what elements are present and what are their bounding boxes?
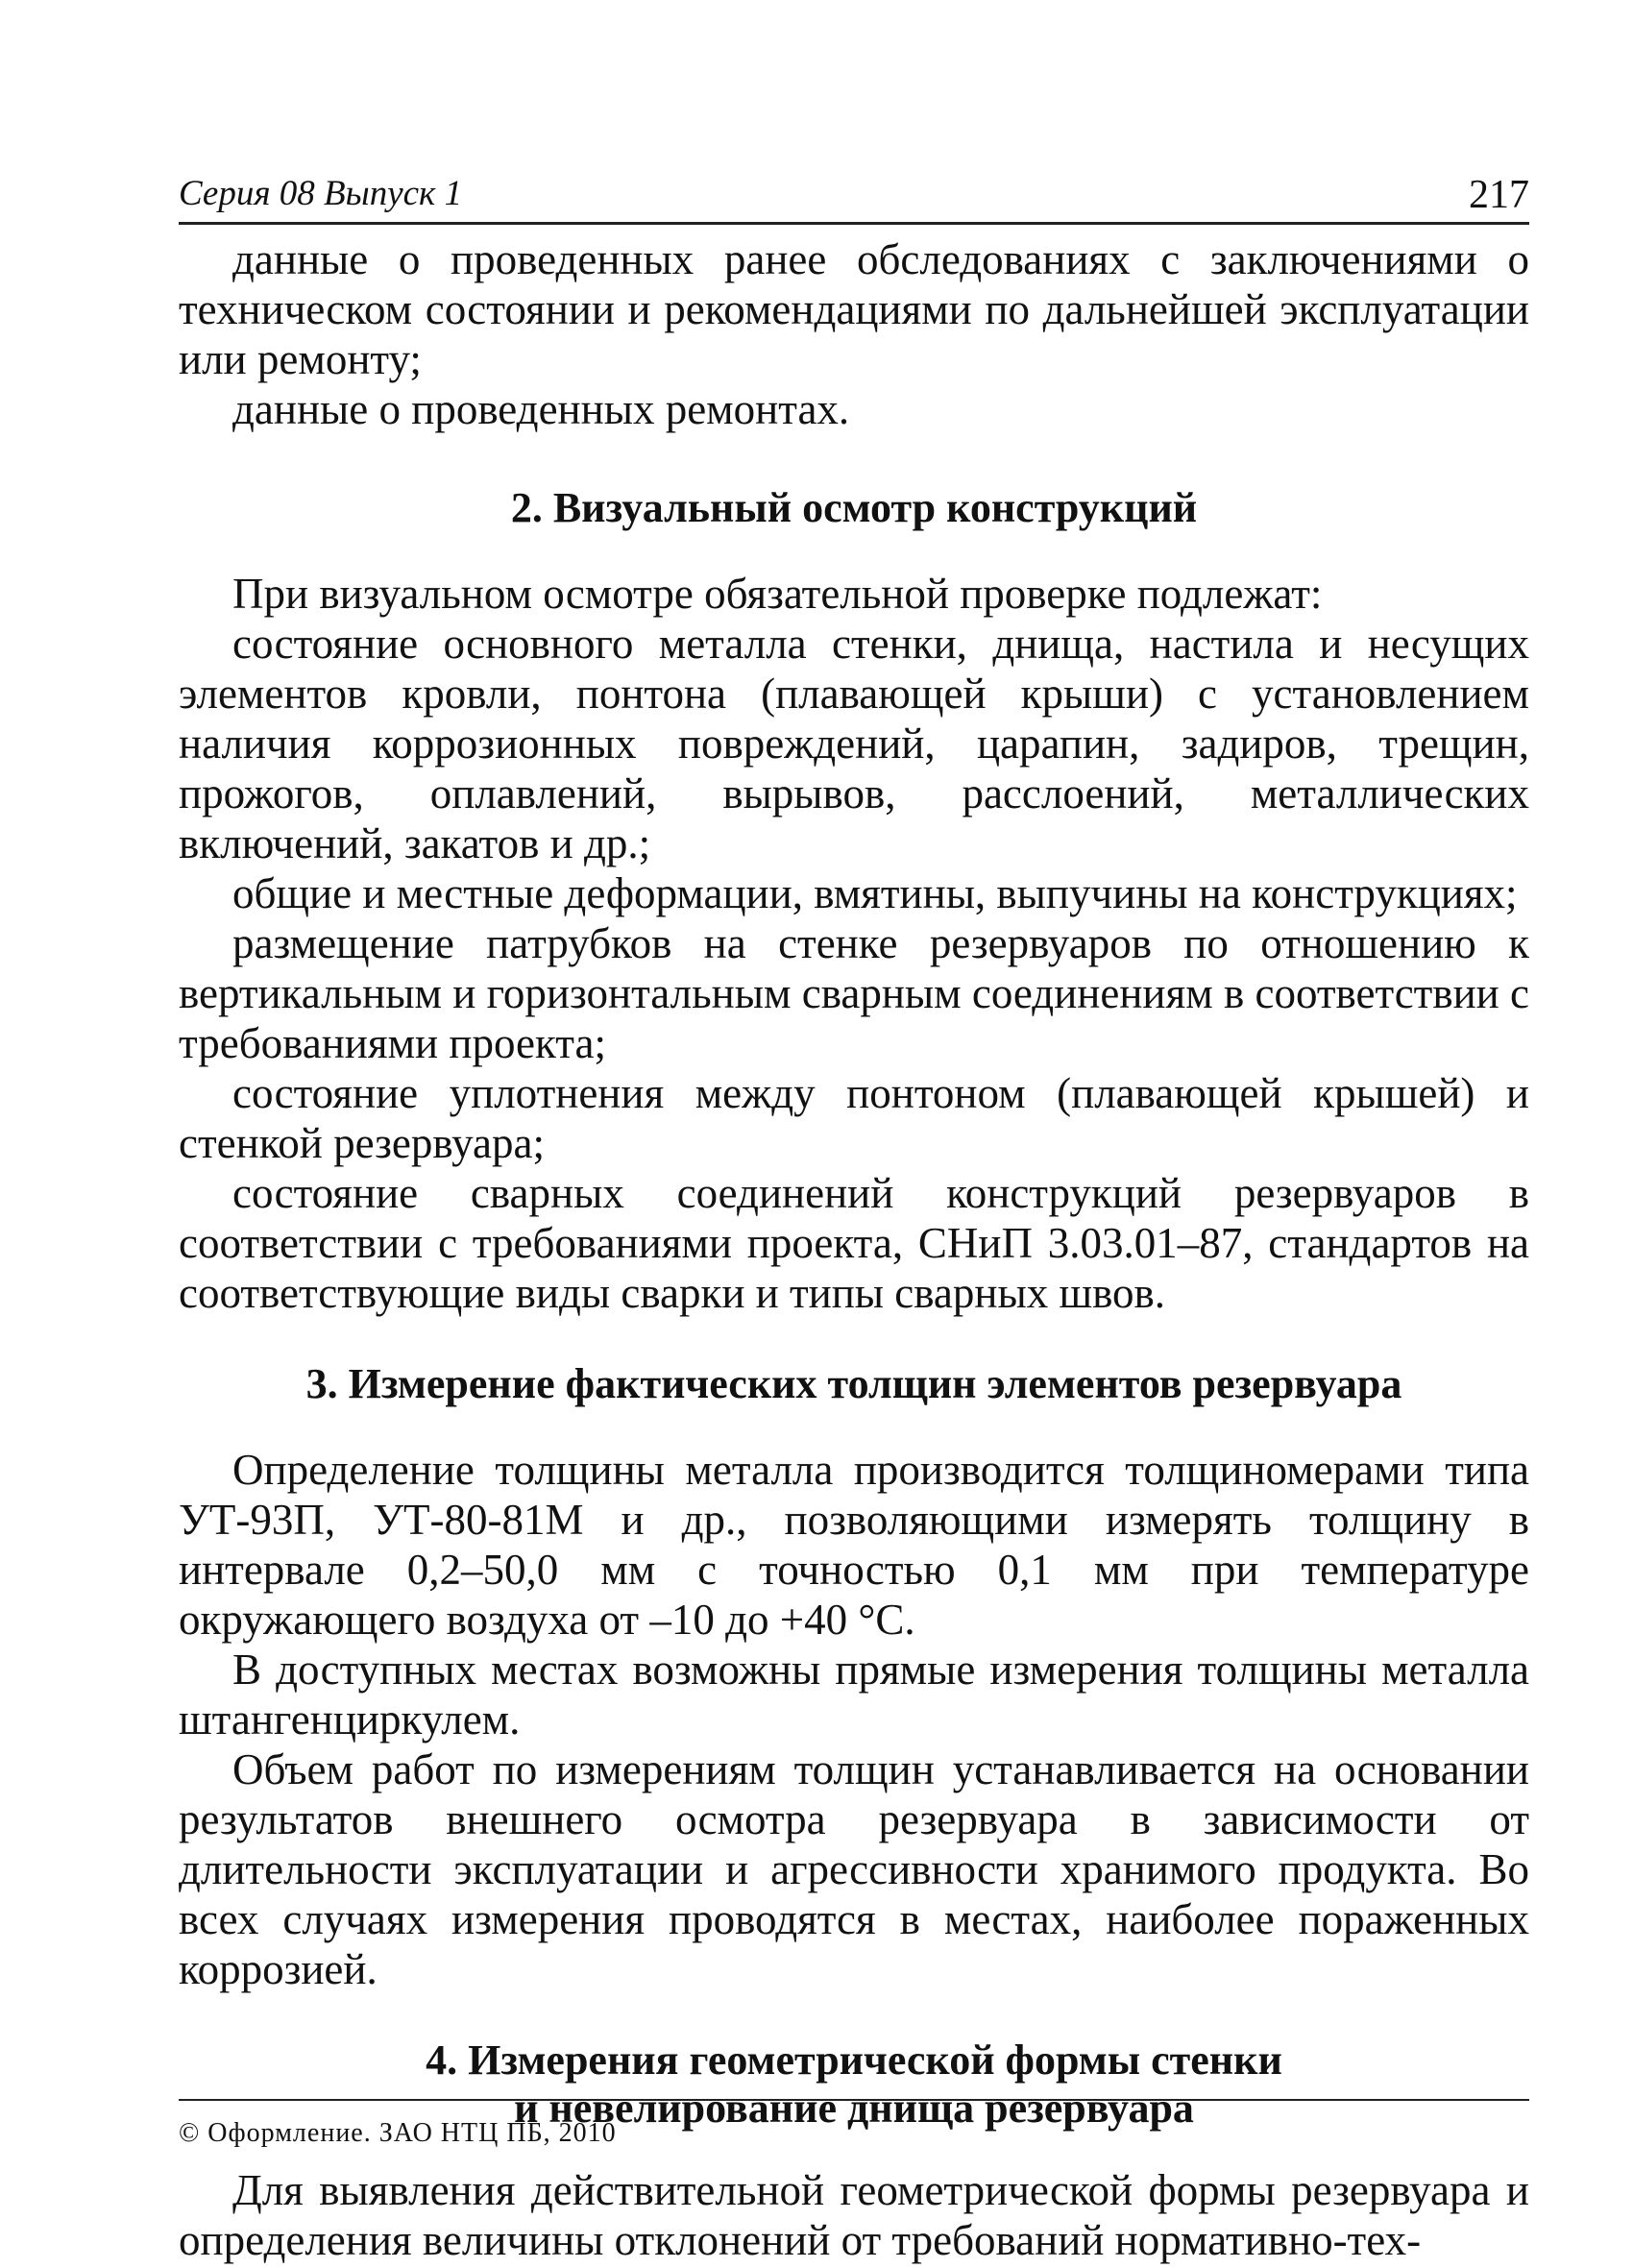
paragraph: размещение патрубков на стенке резервуаров по отношению к вертикальным и горизонтальным сварным соединениям в соответствии с требованиями проекта; <box>179 919 1529 1067</box>
section-heading: 2. Визуальный осмотр конструкций <box>510 484 1198 531</box>
page-number: 217 <box>1469 173 1529 217</box>
paragraph: Объем работ по измерениям толщин устанавливается на основании результатов внешнего осмотра резервуара в зависимости от длительности эксплуатации и агрессивности хранимого продукта. Во всех случаях измерения проводятся в местах, наиболее пораженных коррозией. <box>179 1745 1529 1993</box>
series-label: Серия 08 Выпуск 1 <box>179 174 463 213</box>
paragraph: состояние основного металла стенки, днища, настила и несущих элементов кровли, понтона (плавающей крыши) с установлением наличия коррозионных повреждений, царапин, задиров, трещин, прожогов, оплавлений, вырывов, расслоений, металлических включений, закатов и др.; <box>179 620 1529 867</box>
paragraph: Определение толщины металла производится толщиномерами типа УТ-93П, УТ-80-81М и др., позволяющими измерять толщину в интервале 0,2–50,0 мм с точностью 0,1 мм при температуре окружающего воздуха от –10 до +40 °С. <box>179 1446 1529 1644</box>
paragraph: данные о проведенных ранее обследованиях с заключениями о техническом состоянии и рекомендациями по дальнейшей эксплуатации или ремонту; <box>179 235 1529 383</box>
copyright-notice: © Оформление. ЗАО НТЦ ПБ, 2010 <box>179 2118 617 2148</box>
page-header <box>179 159 1529 225</box>
page-footer <box>179 2099 1529 2149</box>
paragraph: Для выявления действительной геометрической формы резервуара и определения величины отклонений от требований нормативно-тех- <box>179 2166 1529 2264</box>
section-heading-line: 4. Измерения геометрической формы стенки <box>426 2036 1282 2084</box>
section-heading-line: и невелирование днища резервуара <box>514 2085 1194 2132</box>
paragraph: состояние уплотнения между понтоном (плавающей крышей) и стенкой резервуара; <box>179 1069 1529 1167</box>
section-heading: 3. Измерение фактических толщин элементов резервуара <box>305 1360 1402 1407</box>
paragraph: общие и местные деформации, вмятины, выпучины на конструкциях; <box>232 869 1518 917</box>
page-body <box>179 234 1529 2265</box>
paragraph: состояние сварных соединений конструкций резервуаров в соответствии с требованиями проекта, СНиП 3.03.01–87, стандартов на соответствующие виды сварки и типы сварных швов. <box>179 1169 1529 1317</box>
paragraph: данные о проведенных ремонтах. <box>232 385 850 433</box>
paragraph: При визуальном осмотре обязательной проверке подлежат: <box>232 570 1323 618</box>
paragraph: В доступных местах возможны прямые измерения толщины металла штангенциркулем. <box>179 1646 1529 1744</box>
